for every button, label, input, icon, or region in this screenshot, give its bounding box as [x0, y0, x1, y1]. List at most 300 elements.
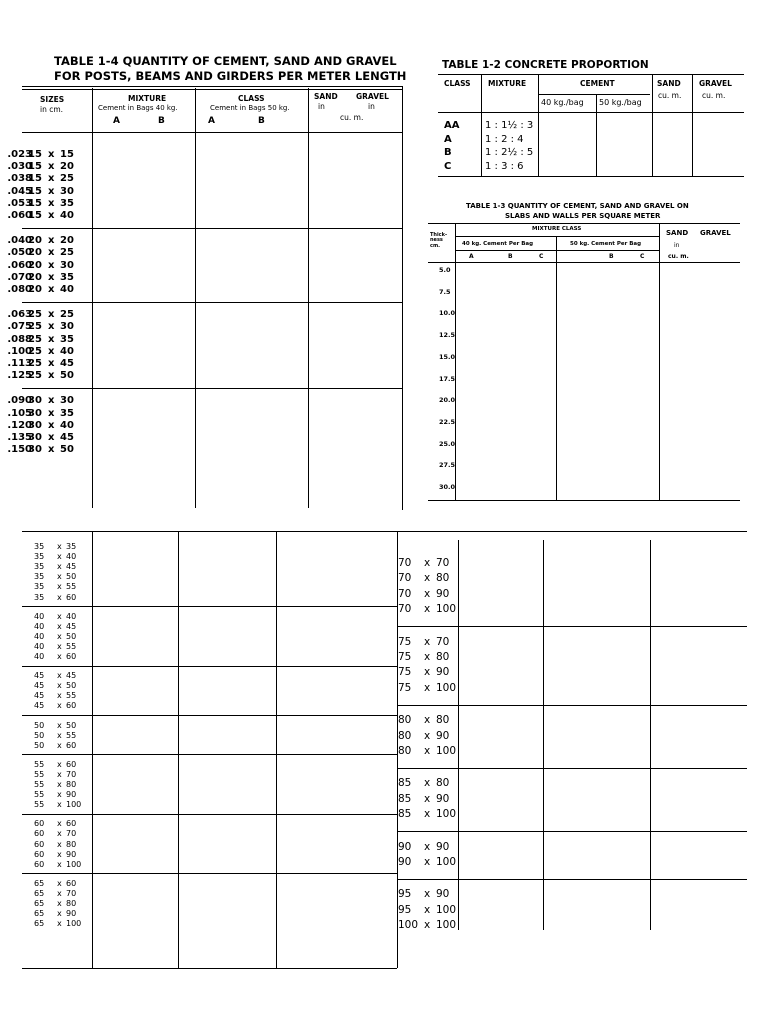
size-a: 25 — [28, 370, 42, 382]
table-1-4-title-line1: TABLE 1-4 QUANTITY OF CEMENT, SAND AND GRAVEL — [54, 54, 397, 68]
size-b: 40 — [60, 284, 74, 295]
header-class: CLASS — [444, 79, 471, 88]
size-a: 40 — [34, 621, 45, 631]
header-cu-m: cu. m. — [668, 253, 689, 260]
size-b: 100 — [436, 808, 457, 821]
group-divider — [397, 705, 747, 706]
size-b: 70 — [66, 888, 77, 898]
size-b: 55 — [66, 730, 77, 740]
size-a: 60 — [34, 859, 45, 869]
group-divider — [22, 754, 397, 755]
size-a: 15 — [28, 210, 42, 221]
size-b: 45 — [66, 562, 77, 572]
class-value: A — [444, 133, 452, 145]
header-b2: B — [258, 116, 265, 126]
thickness-value: 5.0 — [439, 266, 451, 274]
size-b: 50 — [66, 681, 77, 691]
table-1-3-title-line1: TABLE 1-3 QUANTITY OF CEMENT, SAND AND GRAVEL ON — [466, 202, 689, 210]
size-x: x — [48, 395, 55, 407]
size-b: 90 — [66, 790, 77, 800]
header-gravel-in: in — [368, 102, 375, 111]
table-1-4 — [0, 0, 410, 520]
size-a: 20 — [28, 259, 42, 271]
group-divider — [397, 831, 747, 832]
size-a: 70 — [398, 557, 412, 569]
size-a: 80 — [398, 745, 412, 757]
header-mixture: MIXTURE — [488, 79, 527, 88]
header-sizes: SIZES — [40, 95, 65, 104]
size-x: x — [424, 587, 431, 600]
size-a: 65 — [34, 909, 45, 919]
size-a: 60 — [34, 849, 45, 859]
size-a: 75 — [398, 651, 412, 663]
size-a: 35 — [34, 562, 45, 572]
gravel-value: .060 — [7, 210, 32, 221]
header-cu-m: cu. m. — [702, 91, 726, 100]
size-b: 90 — [436, 888, 450, 901]
size-x: x — [48, 309, 55, 321]
gravel-value: .120 — [7, 419, 32, 431]
header-a2: A — [208, 116, 215, 126]
size-b: 20 — [60, 161, 74, 173]
size-a: 45 — [34, 671, 45, 681]
table-1-2-title: TABLE 1-2 CONCRETE PROPORTION — [442, 59, 649, 71]
size-b: 80 — [436, 777, 450, 790]
size-b: 100 — [66, 859, 82, 869]
size-b: 80 — [436, 714, 450, 727]
thickness-value: 27.5 — [439, 461, 456, 470]
size-b: 45 — [60, 432, 74, 443]
size-a: 15 — [28, 173, 42, 185]
header-class: CLASS — [238, 94, 265, 103]
size-a: 95 — [398, 888, 412, 901]
size-a: 40 — [34, 631, 45, 641]
gravel-value: .150 — [7, 444, 32, 456]
size-x: x — [57, 631, 62, 641]
size-x: x — [48, 358, 55, 369]
size-x: x — [57, 759, 62, 769]
thickness-value: 30.0 — [439, 483, 456, 491]
size-b: 30 — [60, 259, 74, 271]
size-a: 75 — [398, 635, 412, 648]
size-b: 60 — [66, 740, 77, 750]
size-b: 90 — [436, 792, 450, 805]
size-b: 100 — [436, 745, 457, 757]
header-thickness: Thick- ness cm. — [430, 232, 448, 249]
size-b: 50 — [60, 370, 74, 382]
size-a: 25 — [28, 358, 42, 369]
size-x: x — [424, 603, 431, 616]
size-b: 45 — [66, 671, 77, 681]
size-b: 40 — [60, 419, 74, 431]
group-divider — [22, 873, 397, 874]
size-a: 70 — [398, 572, 412, 585]
group-divider — [22, 715, 397, 716]
header-mixture-class: MIXTURE CLASS — [532, 226, 582, 232]
header-a: A — [469, 253, 474, 260]
size-a: 25 — [28, 345, 42, 357]
header-sand-in: in — [318, 102, 325, 111]
size-a: 65 — [34, 899, 45, 908]
class-value: AA — [444, 120, 460, 131]
thickness-value: 17.5 — [439, 374, 456, 383]
size-b: 50 — [66, 631, 77, 641]
size-b: 60 — [66, 701, 77, 711]
gravel-value: .030 — [7, 161, 32, 173]
size-b: 25 — [60, 173, 74, 185]
group-divider — [397, 626, 747, 627]
size-x: x — [48, 161, 55, 173]
size-x: x — [48, 370, 55, 382]
size-a: 70 — [398, 603, 412, 616]
size-b: 50 — [66, 572, 77, 582]
size-a: 30 — [28, 444, 42, 456]
size-b: 70 — [436, 635, 450, 648]
thickness-value: 7.5 — [439, 287, 451, 296]
header-cu-m: cu. m. — [658, 91, 682, 100]
size-x: x — [48, 259, 55, 271]
group-divider — [397, 768, 747, 769]
size-a: 90 — [398, 856, 412, 868]
size-x: x — [424, 919, 431, 932]
size-x: x — [424, 557, 431, 569]
group-divider — [22, 302, 402, 303]
gravel-value: .100 — [7, 345, 32, 357]
header-a: A — [113, 116, 120, 126]
size-b: 45 — [60, 358, 74, 369]
size-b: 55 — [66, 641, 77, 651]
size-b: 25 — [60, 247, 74, 259]
size-b: 35 — [60, 333, 74, 345]
gravel-value: .088 — [7, 333, 32, 345]
size-a: 45 — [34, 691, 45, 701]
size-x: x — [424, 572, 431, 585]
size-x: x — [57, 652, 62, 661]
size-b: 100 — [436, 681, 457, 694]
size-a: 55 — [34, 800, 45, 810]
size-a: 20 — [28, 284, 42, 295]
group-divider — [22, 388, 402, 389]
size-x: x — [57, 542, 62, 551]
header-in-cm: in cm. — [40, 105, 64, 114]
header-cement: CEMENT — [580, 79, 615, 88]
size-a: 40 — [34, 652, 45, 661]
gravel-value: .038 — [7, 173, 32, 185]
size-x: x — [48, 197, 55, 209]
size-a: 25 — [28, 309, 42, 321]
header-sand: SAND — [657, 79, 681, 88]
size-x: x — [57, 780, 62, 789]
size-x: x — [424, 666, 431, 679]
size-b: 100 — [436, 603, 457, 616]
gravel-value: .080 — [7, 284, 32, 295]
header-50-kg-bag: 50 kg./bag — [599, 98, 642, 107]
size-b: 30 — [60, 321, 74, 333]
size-b: 60 — [66, 878, 77, 888]
size-x: x — [57, 829, 62, 839]
header-c2: C — [640, 253, 645, 260]
class-value: B — [444, 147, 452, 158]
size-a: 15 — [28, 185, 42, 197]
size-x: x — [424, 840, 431, 853]
size-a: 85 — [398, 792, 412, 805]
size-b: 30 — [60, 395, 74, 407]
size-a: 100 — [398, 919, 419, 932]
size-b: 40 — [66, 611, 77, 621]
size-x: x — [424, 745, 431, 757]
gravel-value: .045 — [7, 185, 32, 197]
size-x: x — [57, 919, 62, 929]
gravel-value: .050 — [7, 247, 32, 259]
size-x: x — [57, 582, 62, 592]
size-a: 40 — [34, 641, 45, 651]
size-x: x — [48, 271, 55, 283]
header-in: in — [674, 242, 680, 249]
group-divider — [22, 606, 397, 607]
size-x: x — [424, 856, 431, 868]
size-a: 30 — [28, 432, 42, 443]
size-x: x — [57, 740, 62, 750]
header-c: C — [539, 253, 544, 260]
group-divider — [22, 666, 397, 667]
size-x: x — [48, 149, 55, 160]
group-divider — [22, 228, 402, 229]
size-x: x — [48, 173, 55, 185]
size-a: 60 — [34, 819, 45, 829]
size-a: 75 — [398, 666, 412, 679]
size-a: 55 — [34, 759, 45, 769]
gravel-value: .070 — [7, 271, 32, 283]
mixture-value: 1 : 2 : 4 — [485, 133, 524, 145]
size-b: 90 — [436, 840, 450, 853]
size-x: x — [48, 432, 55, 443]
size-x: x — [57, 790, 62, 800]
gravel-value: .125 — [7, 370, 32, 382]
size-x: x — [57, 720, 62, 730]
size-b: 35 — [66, 542, 77, 551]
size-x: x — [424, 808, 431, 821]
header-b2: B — [609, 253, 614, 260]
size-b: 40 — [60, 345, 74, 357]
size-b: 55 — [66, 582, 77, 592]
size-x: x — [424, 903, 431, 916]
size-b: 90 — [436, 587, 450, 600]
header-cement-50: Cement in Bags 50 kg. — [210, 104, 290, 112]
header-b: B — [158, 116, 165, 126]
size-b: 35 — [60, 271, 74, 283]
size-a: 35 — [34, 592, 45, 602]
size-x: x — [424, 714, 431, 727]
header-b: B — [508, 253, 513, 260]
size-x: x — [424, 888, 431, 901]
size-a: 15 — [28, 161, 42, 173]
size-b: 30 — [60, 185, 74, 197]
size-a: 30 — [28, 407, 42, 419]
size-x: x — [48, 444, 55, 456]
thickness-value: 12.5 — [439, 331, 456, 340]
size-b: 40 — [60, 210, 74, 221]
header-cu-m: cu. m. — [340, 113, 364, 122]
size-x: x — [57, 592, 62, 602]
size-b: 60 — [66, 819, 77, 829]
table-1-4-title-line2: FOR POSTS, BEAMS AND GIRDERS PER METER LENGTH — [54, 69, 407, 83]
size-a: 45 — [34, 701, 45, 711]
class-value: C — [444, 160, 452, 172]
size-x: x — [424, 651, 431, 663]
thickness-value: 15.0 — [439, 352, 456, 361]
header-40-kg-bag: 40 kg./bag — [541, 98, 584, 107]
size-b: 100 — [66, 800, 82, 810]
size-x: x — [424, 681, 431, 694]
size-x: x — [57, 681, 62, 691]
size-x: x — [424, 635, 431, 648]
size-a: 25 — [28, 321, 42, 333]
size-x: x — [48, 407, 55, 419]
size-x: x — [57, 611, 62, 621]
size-b: 20 — [60, 235, 74, 247]
size-x: x — [57, 730, 62, 740]
gravel-value: .023 — [7, 149, 32, 160]
size-x: x — [48, 235, 55, 247]
size-x: x — [48, 333, 55, 345]
size-a: 95 — [398, 903, 412, 916]
size-x: x — [57, 819, 62, 829]
size-a: 35 — [34, 552, 45, 562]
mixture-value: 1 : 2½ : 5 — [485, 147, 534, 158]
size-a: 75 — [398, 681, 412, 694]
group-divider — [397, 879, 747, 880]
size-a: 65 — [34, 919, 45, 929]
gravel-value: .063 — [7, 309, 32, 321]
size-a: 60 — [34, 839, 45, 849]
header-gravel: GRAVEL — [700, 229, 731, 237]
size-a: 35 — [34, 582, 45, 592]
size-a: 80 — [398, 729, 412, 742]
size-x: x — [57, 909, 62, 919]
mixture-value: 1 : 3 : 6 — [485, 160, 524, 172]
size-a: 60 — [34, 829, 45, 839]
size-a: 85 — [398, 777, 412, 790]
size-b: 80 — [66, 780, 77, 789]
size-x: x — [48, 419, 55, 431]
size-a: 70 — [398, 587, 412, 600]
size-a: 85 — [398, 808, 412, 821]
size-a: 65 — [34, 888, 45, 898]
gravel-value: .040 — [7, 235, 32, 247]
size-b: 50 — [66, 720, 77, 730]
size-a: 55 — [34, 780, 45, 789]
size-x: x — [57, 899, 62, 908]
size-b: 15 — [60, 149, 74, 160]
size-x: x — [48, 210, 55, 221]
size-b: 60 — [66, 592, 77, 602]
size-x: x — [424, 792, 431, 805]
size-x: x — [57, 572, 62, 582]
size-b: 45 — [66, 621, 77, 631]
size-x: x — [424, 729, 431, 742]
size-b: 100 — [436, 903, 457, 916]
size-b: 60 — [66, 652, 77, 661]
size-a: 65 — [34, 878, 45, 888]
size-x: x — [48, 247, 55, 259]
size-x: x — [48, 284, 55, 295]
group-divider — [22, 814, 397, 815]
header-sand: SAND — [666, 229, 689, 237]
size-b: 90 — [66, 849, 77, 859]
header-mixture: MIXTURE — [128, 94, 167, 103]
size-b: 90 — [436, 729, 450, 742]
size-x: x — [48, 321, 55, 333]
header-50-kg: 50 kg. Cement Per Bag — [570, 241, 642, 247]
size-x: x — [48, 185, 55, 197]
size-b: 55 — [66, 691, 77, 701]
size-a: 20 — [28, 247, 42, 259]
table-1-3-title-line2: SLABS AND WALLS PER SQUARE METER — [505, 212, 661, 220]
header-40-kg: 40 kg. Cement Per Bag — [462, 241, 534, 247]
gravel-value: .135 — [7, 432, 32, 443]
thickness-value: 20.0 — [439, 396, 456, 405]
header-gravel: GRAVEL — [356, 92, 389, 101]
gravel-value: .075 — [7, 321, 32, 333]
size-x: x — [57, 800, 62, 810]
size-x: x — [57, 691, 62, 701]
thickness-value: 22.5 — [439, 417, 456, 426]
size-b: 70 — [66, 769, 77, 779]
header-gravel: GRAVEL — [699, 79, 732, 88]
size-a: 80 — [398, 714, 412, 727]
size-b: 35 — [60, 197, 74, 209]
size-b: 100 — [436, 919, 457, 932]
size-a: 15 — [28, 197, 42, 209]
size-x: x — [57, 701, 62, 711]
thickness-value: 10.0 — [439, 309, 456, 318]
size-a: 50 — [34, 720, 45, 730]
size-x: x — [57, 621, 62, 631]
size-b: 100 — [436, 856, 457, 868]
size-b: 40 — [66, 552, 77, 562]
size-a: 30 — [28, 395, 42, 407]
gravel-value: .105 — [7, 407, 32, 419]
mixture-value: 1 : 1½ : 3 — [485, 120, 534, 131]
size-x: x — [57, 641, 62, 651]
size-x: x — [57, 849, 62, 859]
size-x: x — [57, 878, 62, 888]
size-b: 50 — [60, 444, 74, 456]
size-a: 90 — [398, 840, 412, 853]
thickness-value: 25.0 — [439, 439, 456, 448]
header-cement-40: Cement in Bags 40 kg. — [98, 104, 178, 112]
size-b: 100 — [66, 919, 82, 929]
size-a: 50 — [34, 730, 45, 740]
size-x: x — [57, 888, 62, 898]
gravel-value: .053 — [7, 197, 32, 209]
size-a: 30 — [28, 419, 42, 431]
gravel-value: .090 — [7, 395, 32, 407]
size-x: x — [48, 345, 55, 357]
size-a: 35 — [34, 572, 45, 582]
size-a: 55 — [34, 769, 45, 779]
size-a: 20 — [28, 235, 42, 247]
size-a: 45 — [34, 681, 45, 691]
size-a: 50 — [34, 740, 45, 750]
size-b: 90 — [66, 909, 77, 919]
size-a: 55 — [34, 790, 45, 800]
header-sand: SAND — [314, 92, 338, 101]
size-b: 60 — [66, 759, 77, 769]
size-x: x — [424, 777, 431, 790]
size-b: 80 — [66, 839, 77, 849]
size-b: 90 — [436, 666, 450, 679]
